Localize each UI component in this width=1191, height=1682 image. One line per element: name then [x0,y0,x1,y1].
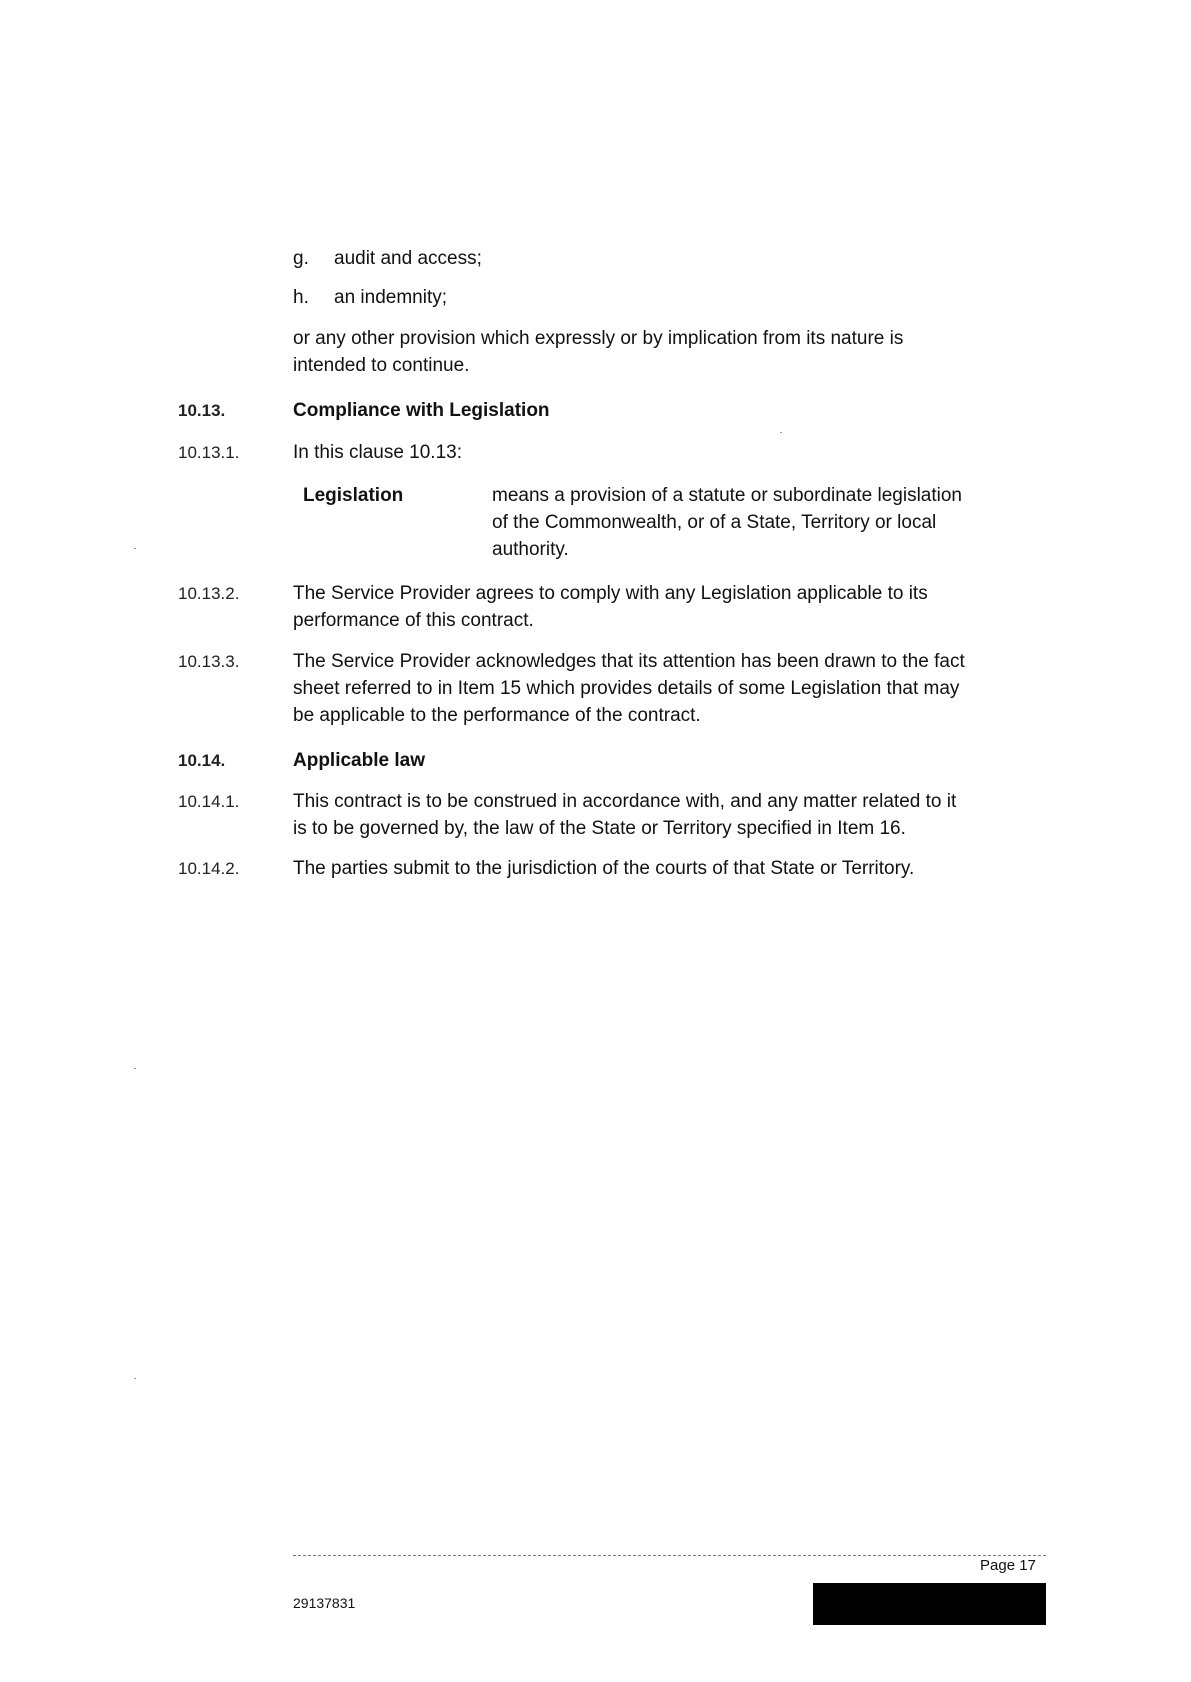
clause-10-13-1-number: 10.13.1. [178,443,240,462]
clause-10-13-3-line-1: The Service Provider acknowledges that its attention has been drawn to the fact [293,651,965,672]
clause-10-13-3-line-2: sheet referred to in Item 15 which provides details of some Legislation that may [293,678,960,699]
clause-10-14-2-line-1: The parties submit to the jurisdiction of the courts of that State or Territory. [293,858,915,879]
clause-10-13-3-number: 10.13.3. [178,652,240,671]
clause-10-14-1-number: 10.14.1. [178,792,240,811]
clause-10-13-2-number: 10.13.2. [178,584,240,603]
redaction-block [813,1583,1046,1625]
list-item-g: audit and access; [334,248,482,269]
clause-10-13-3-line-3: be applicable to the performance of the contract. [293,705,701,726]
definition-term: Legislation [303,485,404,506]
section-10-13-title: Compliance with Legislation [293,400,550,421]
list-item-h: an indemnity; [334,287,448,308]
clause-10-14-2-number: 10.14.2. [178,859,240,878]
section-10-13-number: 10.13. [178,401,226,420]
continuation-line-2: intended to continue. [293,355,470,376]
definition-line-2: of the Commonwealth, or of a State, Territory or local [492,512,937,533]
continuation-line-1: or any other provision which expressly or by implication from its nature is [293,328,904,349]
scan-speck [780,432,782,433]
page-number: Page 17 [980,1557,1036,1574]
footer-rule [293,1555,1046,1556]
clause-10-14-1-line-1: This contract is to be construed in accordance with, and any matter related to it [293,791,957,812]
clause-10-13-2-line-1: The Service Provider agrees to comply with any Legislation applicable to its [293,583,928,604]
definition-line-3: authority. [492,539,569,560]
section-10-14-number: 10.14. [178,751,226,770]
scan-speck [134,1068,136,1069]
list-marker-h: h. [293,287,309,308]
section-10-14-title: Applicable law [293,750,425,771]
clause-10-14-1-line-2: is to be governed by, the law of the State or Territory specified in Item 16. [293,818,906,839]
scan-speck [134,548,136,549]
scan-speck [134,1378,136,1379]
definition-line-1: means a provision of a statute or subordinate legislation [492,485,962,506]
clause-10-13-1-text: In this clause 10.13: [293,442,462,463]
document-id: 29137831 [293,1595,356,1611]
clause-10-13-2-line-2: performance of this contract. [293,610,534,631]
list-marker-g: g. [293,248,309,269]
